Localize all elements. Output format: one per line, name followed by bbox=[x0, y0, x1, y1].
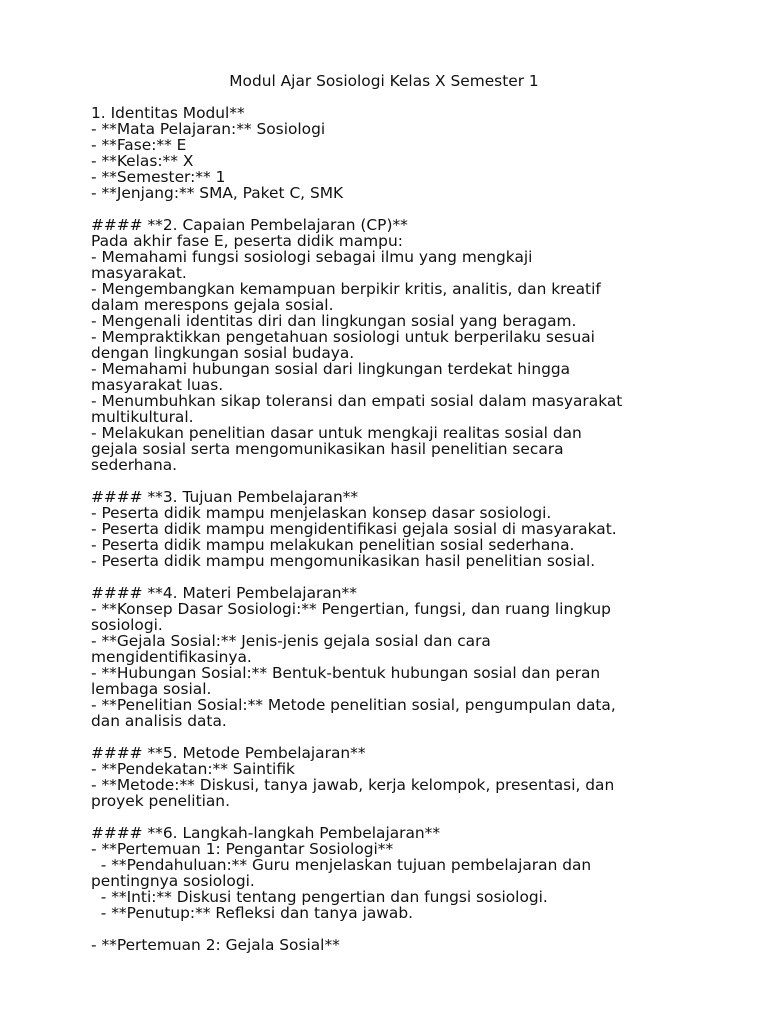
section-capaian-pembelajaran bbox=[91, 217, 731, 473]
text-line: dengan lingkungan sosial budaya. bbox=[91, 344, 355, 362]
text-line: - Peserta didik mampu melakukan penelitian sosial sederhana. bbox=[91, 536, 575, 554]
section-heading: #### **2. Capaian Pembelajaran (CP)** bbox=[91, 216, 408, 234]
section-heading: #### **6. Langkah-langkah Pembelajaran** bbox=[91, 824, 441, 842]
text-line: - **Inti:** Diskusi tentang pengertian dan fungsi sosiologi. bbox=[91, 888, 548, 906]
text-line: - Mempraktikkan pengetahuan sosiologi untuk berperilaku sesuai bbox=[91, 328, 595, 346]
text-line: - Peserta didik mampu mengidentifikasi gejala sosial di masyarakat. bbox=[91, 520, 617, 538]
text-line: - **Semester:** 1 bbox=[91, 168, 226, 186]
paragraph-gap bbox=[91, 569, 731, 585]
text-line: - Menumbuhkan sikap toleransi dan empati sosial dalam masyarakat bbox=[91, 392, 623, 410]
text-line: - **Hubungan Sosial:** Bentuk-bentuk hubungan sosial dan peran bbox=[91, 664, 601, 682]
text-line: multikultural. bbox=[91, 408, 194, 426]
section-langkah-pembelajaran bbox=[91, 825, 731, 921]
text-line: proyek penelitian. bbox=[91, 792, 230, 810]
document-body bbox=[91, 105, 731, 953]
text-line: dalam merespons gejala sosial. bbox=[91, 296, 334, 314]
text-line: masyarakat luas. bbox=[91, 376, 224, 394]
text-line: - **Fase:** E bbox=[91, 136, 187, 154]
text-line: - **Kelas:** X bbox=[91, 152, 194, 170]
section-metode-pembelajaran bbox=[91, 745, 731, 809]
text-line: - Memahami fungsi sosiologi sebagai ilmu yang mengkaji bbox=[91, 248, 533, 266]
text-line: - Mengembangkan kemampuan berpikir kritis, analitis, dan kreatif bbox=[91, 280, 601, 298]
text-line: - **Gejala Sosial:** Jenis-jenis gejala sosial dan cara bbox=[91, 632, 491, 650]
section-identitas-modul bbox=[91, 105, 731, 201]
section-tujuan-pembelajaran bbox=[91, 489, 731, 569]
text-line: - **Metode:** Diskusi, tanya jawab, kerja kelompok, presentasi, dan bbox=[91, 776, 615, 794]
paragraph-gap bbox=[91, 921, 731, 937]
text-line: dan analisis data. bbox=[91, 712, 227, 730]
paragraph-gap bbox=[91, 473, 731, 489]
text-line: - Peserta didik mampu mengomunikasikan hasil penelitian sosial. bbox=[91, 552, 596, 570]
text-line: - **Jenjang:** SMA, Paket C, SMK bbox=[91, 184, 344, 202]
paragraph-gap bbox=[91, 729, 731, 745]
text-line: 1. Identitas Modul** bbox=[91, 104, 245, 122]
text-line: - **Mata Pelajaran:** Sosiologi bbox=[91, 120, 326, 138]
text-line: mengidentifikasinya. bbox=[91, 648, 252, 666]
section-heading: #### **3. Tujuan Pembelajaran** bbox=[91, 488, 359, 506]
section-heading: #### **4. Materi Pembelajaran** bbox=[91, 584, 357, 602]
document-title: Modul Ajar Sosiologi Kelas X Semester 1 bbox=[229, 72, 539, 90]
section-materi-pembelajaran bbox=[91, 585, 731, 729]
section-heading: #### **5. Metode Pembelajaran** bbox=[91, 744, 366, 762]
text-line: - Peserta didik mampu menjelaskan konsep dasar sosiologi. bbox=[91, 504, 552, 522]
text-line: gejala sosial serta mengomunikasikan hasil penelitian secara bbox=[91, 440, 564, 458]
text-line: sosiologi. bbox=[91, 616, 163, 634]
text-line: - Memahami hubungan sosial dari lingkungan terdekat hingga bbox=[91, 360, 571, 378]
text-line: - **Pertemuan 1: Pengantar Sosiologi** bbox=[91, 840, 394, 858]
text-line: - **Konsep Dasar Sosiologi:** Pengertian, fungsi, dan ruang lingkup bbox=[91, 600, 611, 618]
text-line: - Mengenali identitas diri dan lingkungan sosial yang beragam. bbox=[91, 312, 577, 330]
text-line: pentingnya sosiologi. bbox=[91, 872, 255, 890]
text-line: - **Pendekatan:** Saintifik bbox=[91, 760, 295, 778]
text-line: - Melakukan penelitian dasar untuk mengkaji realitas sosial dan bbox=[91, 424, 582, 442]
section-pertemuan-2 bbox=[91, 937, 731, 953]
text-line: - **Pendahuluan:** Guru menjelaskan tujuan pembelajaran dan bbox=[91, 856, 592, 874]
paragraph-gap bbox=[91, 809, 731, 825]
paragraph-gap bbox=[91, 201, 731, 217]
text-line: - **Penutup:** Refleksi dan tanya jawab. bbox=[91, 904, 413, 922]
text-line: lembaga sosial. bbox=[91, 680, 212, 698]
text-line: - **Penelitian Sosial:** Metode penelitian sosial, pengumpulan data, bbox=[91, 696, 616, 714]
text-line: - **Pertemuan 2: Gejala Sosial** bbox=[91, 936, 340, 954]
text-line: Pada akhir fase E, peserta didik mampu: bbox=[91, 232, 403, 250]
text-line: sederhana. bbox=[91, 456, 178, 474]
text-line: masyarakat. bbox=[91, 264, 187, 282]
